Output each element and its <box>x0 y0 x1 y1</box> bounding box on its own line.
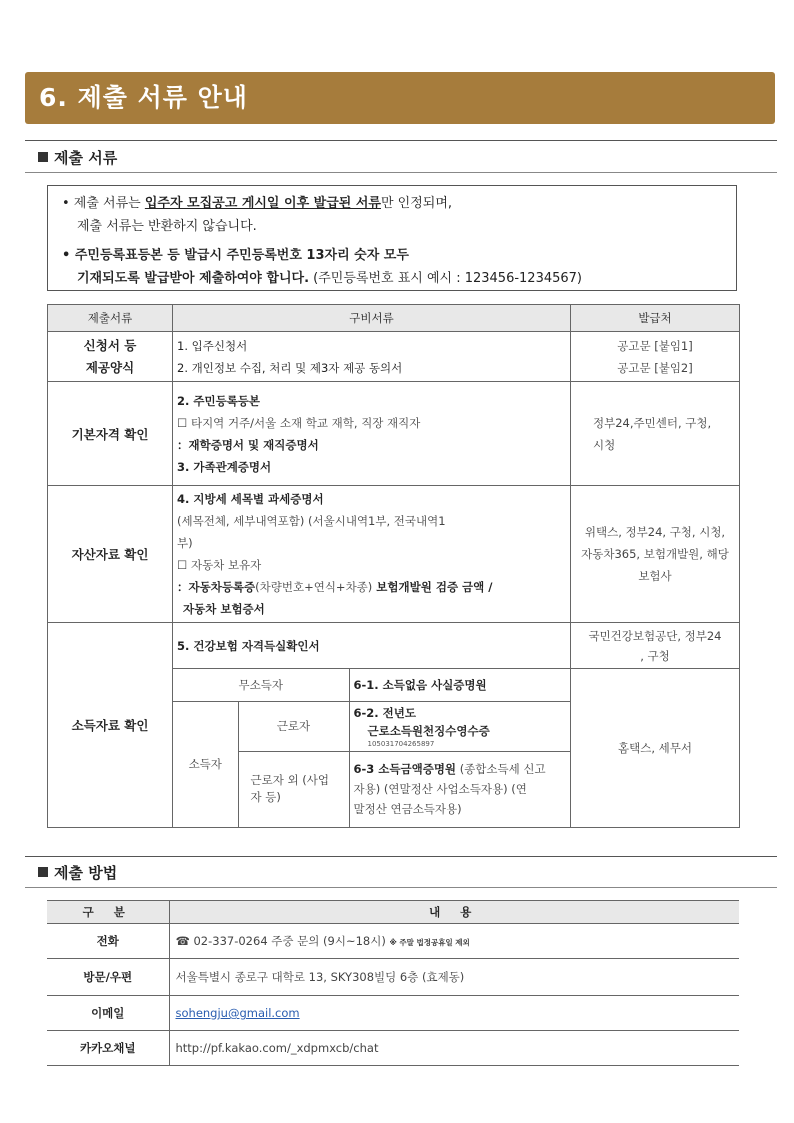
notice-line: • 제출 서류는 입주자 모집공고 게시일 이후 발급된 서류만 인정되며, <box>62 196 453 211</box>
square-bullet-icon <box>38 867 48 877</box>
worker-label: 근로자 <box>238 701 349 751</box>
table-header-row <box>47 901 739 924</box>
doc-6-2: 6-2. 전년도 근로소득원천징수영수증 105031704265897 <box>349 701 570 751</box>
method-key: 전화 <box>47 924 169 959</box>
table-header: 구 분 <box>47 901 169 924</box>
method-table <box>47 900 739 1066</box>
table-row <box>48 382 740 486</box>
no-income-label: 무소득자 <box>173 669 349 701</box>
section-title-documents: 제출 서류 <box>38 147 117 168</box>
table-row <box>48 623 740 669</box>
table-header-row <box>48 305 740 332</box>
square-bullet-icon <box>38 152 48 162</box>
income-subtable-cell <box>173 669 571 828</box>
banner-title: 6. 제출 서류 안내 <box>39 83 248 112</box>
section-banner <box>25 72 775 124</box>
section-divider <box>25 856 777 857</box>
category-cell: 자산자료 확인 <box>48 486 173 623</box>
address-value: 서울특별시 종로구 대학로 13, SKY308빌딩 6층 (효제동) <box>169 959 739 996</box>
table-row <box>48 332 740 382</box>
issuer-cell: 국민건강보험공단, 정부24 , 구청 <box>571 623 740 669</box>
section-divider <box>25 172 777 173</box>
table-row <box>48 486 740 623</box>
documents-cell: 5. 건강보험 자격득실확인서 <box>173 623 571 669</box>
notice-line: 제출 서류는 반환하지 않습니다. <box>77 219 257 234</box>
documents-cell: 4. 지방세 세목별 과세증명서 (세목전체, 세부내역포함) (서울시내역1부, 전국내역1 부) ☐ 자동차 보유자 ：자동차등록증(차량번호+연식+차종) 보험개발원 검증 금액 / 자동차 보험증서 <box>173 486 571 623</box>
kakao-link[interactable]: http://pf.kakao.com/_xdpmxcb/chat <box>169 1031 739 1066</box>
section-divider <box>25 140 777 141</box>
issuer-cell: 홈택스, 세무서 <box>571 669 740 828</box>
section-title-method: 제출 방법 <box>38 862 117 883</box>
category-cell: 신청서 등 제공양식 <box>48 332 173 382</box>
email-link[interactable]: sohengju@gmail.com <box>175 1006 300 1020</box>
table-row <box>47 959 739 996</box>
table-header: 내 용 <box>169 901 739 924</box>
method-key: 이메일 <box>47 996 169 1031</box>
documents-cell: 2. 주민등록등본 ☐ 타지역 거주/서울 소재 학교 재학, 직장 재직자 ：재학증명서 및 재직증명서 3. 가족관계증명서 <box>173 382 571 486</box>
doc-6-3: 6-3 소득금액증명원 (종합소득세 신고 자용) (연말정산 사업소득자용) (연 말정산 연금소득자용) <box>353 762 546 817</box>
income-label: 소득자 <box>173 701 238 827</box>
table-row <box>47 1031 739 1066</box>
method-key: 카카오채널 <box>47 1031 169 1066</box>
issuer-cell: 위택스, 정부24, 구청, 시청, 자동차365, 보험개발원, 해당 보험사 <box>571 486 740 623</box>
notice-box <box>47 185 737 291</box>
income-subtable <box>173 669 570 827</box>
issuer-cell: 정부24,주민센터, 구청, 시청 <box>571 382 740 486</box>
section-divider <box>25 887 777 888</box>
category-cell: 소득자료 확인 <box>48 623 173 828</box>
issuer-cell: 공고문 [붙임1] 공고문 [붙임2] <box>571 332 740 382</box>
category-cell: 기본자격 확인 <box>48 382 173 486</box>
table-row <box>47 996 739 1031</box>
form-code: 105031704265897 <box>367 739 435 748</box>
documents-cell: 1. 입주신청서 2. 개인정보 수집, 처리 및 제3자 제공 동의서 <box>173 332 571 382</box>
table-header: 발급처 <box>571 305 740 332</box>
table-row <box>47 924 739 959</box>
notice-line: 기재되도록 발급받아 제출하여야 합니다. (주민등록번호 표시 예시 : 123456-1234567) <box>77 271 582 286</box>
notice-line: • 주민등록표등본 등 발급시 주민등록번호 13자리 숫자 모두 <box>62 248 409 263</box>
method-key: 방문/우편 <box>47 959 169 996</box>
table-header: 구비서류 <box>173 305 571 332</box>
documents-table <box>47 304 740 828</box>
table-header: 제출서류 <box>48 305 173 332</box>
other-worker-label: 근로자 외 (사업 자 등) <box>238 751 349 827</box>
phone-value: ☎ 02-337-0264 주중 문의 (9시~18시) ※ 주말 법정공휴일 제외 <box>169 924 739 959</box>
doc-6-1: 6-1. 소득없음 사실증명원 <box>349 669 570 701</box>
